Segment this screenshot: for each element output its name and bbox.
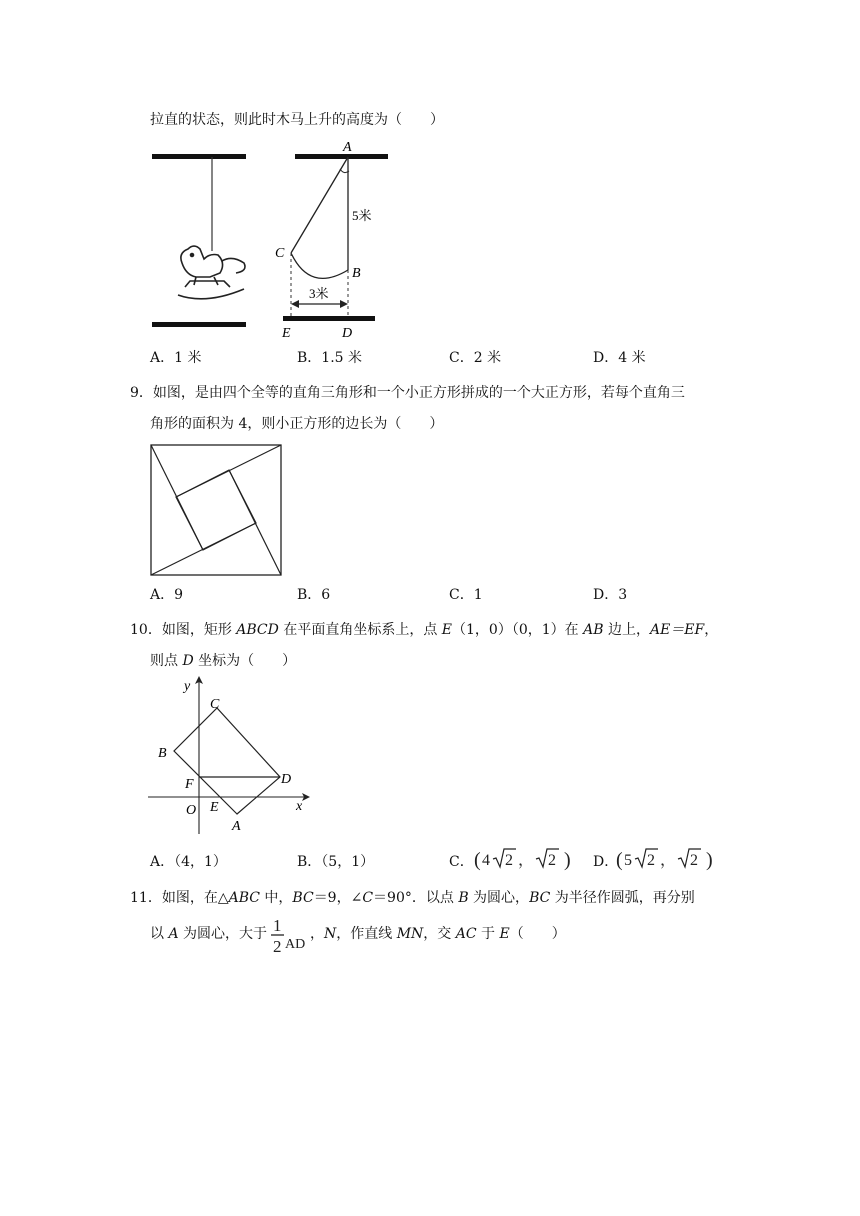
svg-text:2: 2 <box>273 937 282 956</box>
svg-text:，: ， <box>660 852 677 869</box>
q10-option-d[interactable]: D． <box>593 854 619 870</box>
q9-text-line1: 9．如图，是由四个全等的直角三角形和一个小正方形拼成的一个大正方形，若每个直角三 <box>130 385 685 401</box>
svg-text:2: 2 <box>647 852 655 869</box>
label-A: A <box>343 140 352 155</box>
label-C: C <box>210 697 220 712</box>
label-C: C <box>275 246 285 261</box>
q11-text-line2b: ，N，作直线 MN，交 AC 于 E（ ） <box>310 926 566 942</box>
q10-text-line1: 10．如图，矩形 ABCD 在平面直角坐标系上，点 E（1，0）（0，1）在 AB 边上，AE＝EF， <box>130 622 719 638</box>
q9-figure <box>148 442 286 578</box>
q9-option-b[interactable]: B．6 <box>297 587 331 603</box>
label-y: y <box>184 679 191 694</box>
q10-option-d-math <box>614 844 722 874</box>
q9-option-c[interactable]: C．1 <box>449 587 483 603</box>
label-O: O <box>186 803 197 818</box>
label-D: D <box>281 772 292 787</box>
svg-text:): ) <box>564 849 571 871</box>
label-B: B <box>352 266 361 281</box>
q10-option-c[interactable]: C． <box>449 854 474 870</box>
label-E: E <box>282 326 291 341</box>
label-F: F <box>185 777 194 792</box>
arrow-left-head <box>291 300 299 308</box>
q11-text-line1: 11．如图，在△ABC 中，BC＝9，∠C＝90°．以点 B 为圆心，BC 为半径作圆弧，再分别 <box>130 890 695 906</box>
q8-option-a[interactable]: A．1 米 <box>150 350 202 366</box>
label-D: D <box>342 326 353 341</box>
big-square <box>151 445 281 575</box>
segment-AC <box>291 157 348 253</box>
q10-option-b[interactable]: B．（5，1） <box>297 854 375 870</box>
label-3m: 3米 <box>309 286 329 301</box>
svg-text:2: 2 <box>690 852 698 869</box>
q10-option-c-math <box>472 844 580 874</box>
q10-text-line2: 则点 D 坐标为（ ） <box>150 653 297 669</box>
q10-option-a[interactable]: A．（4，1） <box>150 854 227 870</box>
svg-text:5: 5 <box>624 852 632 869</box>
label-A: A <box>232 819 241 834</box>
q10-figure <box>148 674 318 839</box>
svg-text:2: 2 <box>505 852 513 869</box>
svg-text:AD: AD <box>285 937 306 952</box>
svg-text:1: 1 <box>273 916 282 935</box>
arc-CB <box>291 253 348 278</box>
svg-text:): ) <box>706 849 713 871</box>
top-bar-right <box>295 154 388 159</box>
q9-text-line2: 角形的面积为 4，则小正方形的边长为（ ） <box>150 416 444 432</box>
q9-option-d[interactable]: D．3 <box>593 587 628 603</box>
q11-fraction <box>270 914 312 956</box>
label-x: x <box>296 799 303 814</box>
bottom-bar-left <box>152 322 246 327</box>
arrow-right-head <box>340 300 348 308</box>
q8-text-tail: 拉直的状态，则此时木马上升的高度为（ ） <box>150 112 444 128</box>
small-square <box>176 470 256 550</box>
svg-text:(: ( <box>474 849 481 871</box>
bottom-bar-right <box>283 316 375 321</box>
svg-text:2: 2 <box>548 852 556 869</box>
svg-text:(: ( <box>616 849 623 871</box>
rocking-horse-icon <box>178 246 245 299</box>
q8-option-d[interactable]: D．4 米 <box>593 350 646 366</box>
svg-text:，: ， <box>518 852 535 869</box>
svg-text:4: 4 <box>482 852 490 869</box>
top-bar-left <box>152 154 246 159</box>
label-B: B <box>158 746 167 761</box>
q8-option-b[interactable]: B．1.5 米 <box>297 350 363 366</box>
q8-figure <box>140 135 410 345</box>
q9-option-a[interactable]: A．9 <box>150 587 184 603</box>
label-E: E <box>210 800 219 815</box>
q11-text-line2a: 以 A 为圆心，大于 <box>150 926 268 942</box>
label-5m: 5米 <box>352 208 372 223</box>
q8-option-c[interactable]: C．2 米 <box>449 350 502 366</box>
rectangle-ABCD <box>174 708 280 814</box>
